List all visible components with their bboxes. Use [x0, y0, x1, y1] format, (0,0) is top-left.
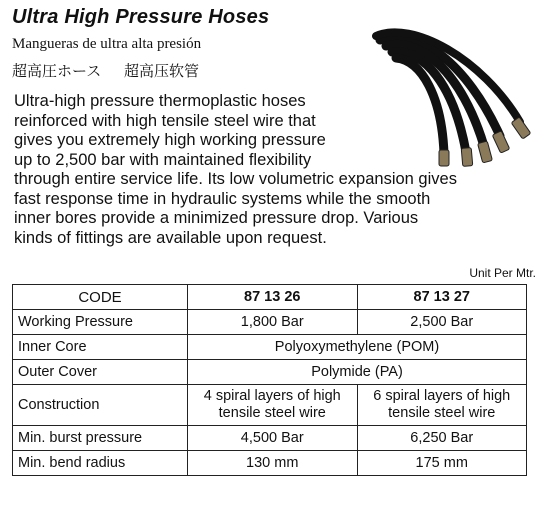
- cell-value: 1,800 Bar: [188, 310, 358, 335]
- cell-value: [188, 385, 358, 426]
- table-row: [13, 335, 527, 360]
- row-label: Construction: [13, 385, 188, 426]
- cell-value: 4,500 Bar: [188, 426, 358, 451]
- row-label: Min. bend radius: [13, 451, 188, 476]
- product-code-87-13-27: 87 13 27: [357, 285, 527, 310]
- description-line: reinforced with high tensile steel wire that: [14, 111, 316, 130]
- row-label: Inner Core: [13, 335, 188, 360]
- code-header: CODE: [13, 285, 188, 310]
- table-row: [13, 310, 527, 335]
- specification-table: [12, 284, 527, 476]
- description-line: Ultra-high pressure thermoplastic hoses: [14, 92, 306, 110]
- cell-line: tensile steel wire: [388, 405, 496, 421]
- cell-line: tensile steel wire: [218, 405, 326, 421]
- description-line: fast response time in hydraulic systems while the smooth: [14, 189, 431, 208]
- description-line: gives you extremely high working pressure: [14, 131, 326, 149]
- row-label: Min. burst pressure: [13, 426, 188, 451]
- table-header-row: [13, 285, 527, 310]
- description-line: kinds of fittings are available upon request.: [14, 228, 327, 247]
- description-line: inner bores provide a minimized pressure drop. Various: [14, 209, 419, 227]
- cell-value: Polyoxymethylene (POM): [188, 335, 527, 360]
- cell-value: 2,500 Bar: [357, 310, 527, 335]
- subtitle-spanish: Mangueras de ultra alta presión: [12, 36, 202, 52]
- table-row: [13, 360, 527, 385]
- product-code-87-13-26: 87 13 26: [188, 285, 358, 310]
- cell-line: 4 spiral layers of high: [203, 388, 341, 404]
- description-line: up to 2,500 bar with maintained flexibility: [14, 150, 312, 169]
- page-title: Ultra High Pressure Hoses: [12, 6, 270, 28]
- cell-value: 6,250 Bar: [357, 426, 527, 451]
- row-label: Working Pressure: [13, 310, 188, 335]
- subtitle-japanese: 超高圧ホース 超高压软管: [12, 62, 200, 80]
- cell-value: 175 mm: [357, 451, 527, 476]
- table-row: [13, 426, 527, 451]
- cell-line: 6 spiral layers of high: [373, 388, 511, 404]
- table-row: [13, 385, 527, 426]
- table-row: [13, 451, 527, 476]
- product-description: [14, 92, 526, 248]
- description-line: through entire service life. Its low volumetric expansion gives: [14, 170, 457, 188]
- cell-value: 130 mm: [188, 451, 358, 476]
- row-label: Outer Cover: [13, 360, 188, 385]
- cell-value: [357, 385, 527, 426]
- cell-value: Polymide (PA): [188, 360, 527, 385]
- unit-label: Unit Per Mtr.: [469, 266, 536, 280]
